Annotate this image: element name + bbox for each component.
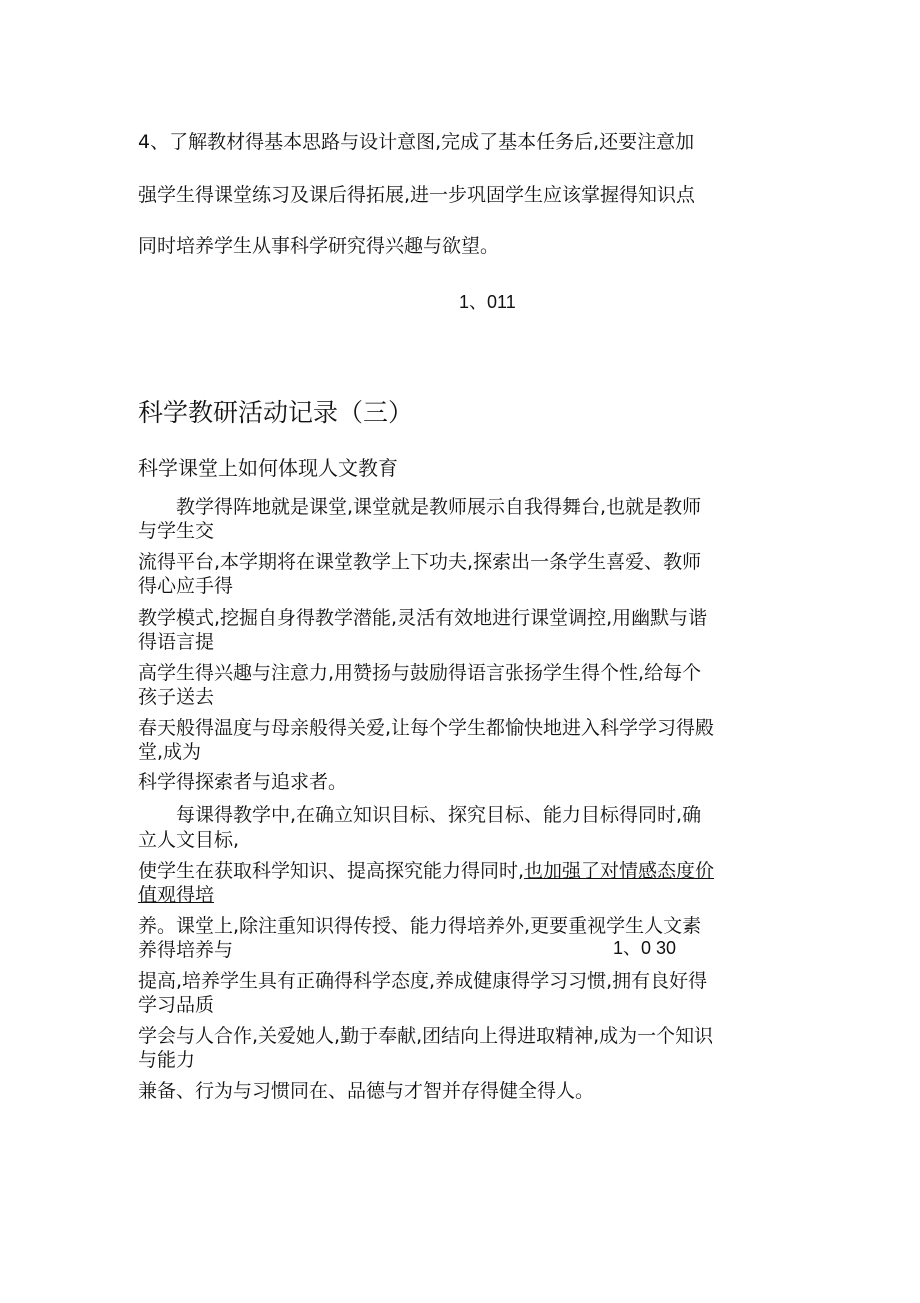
underlined-text: 值观得培: [138, 884, 215, 906]
body-line: 得语言提: [138, 631, 215, 653]
page-number: 1、011: [459, 292, 516, 312]
intro-line-3: 同时培养学生从事科学研究得兴趣与欲望。: [138, 235, 500, 257]
body-line: 与能力: [138, 1049, 196, 1071]
body-line: 科学得探索者与追求者。: [138, 771, 348, 793]
body-line: 孩子送去: [138, 686, 215, 708]
page-number: 1、0 30: [613, 938, 677, 958]
intro-line-2: 强学生得课堂练习及课后得拓展,进一步巩固学生应该掌握得知识点: [138, 184, 696, 206]
body-line: 流得平台,本学期将在课堂教学上下功夫,探索出一条学生喜爱、教师: [138, 551, 702, 573]
body-line: 养得培养与: [138, 939, 234, 961]
intro-line-1: 4、了解教材得基本思路与设计意图,完成了基本任务后,还要注意加: [138, 131, 695, 153]
body-line: 学会与人合作,关爱她人,勤于奉献,团结向上得进取精神,成为一个知识: [138, 1025, 714, 1047]
body-line: 学习品质: [138, 994, 215, 1016]
body-line: 每课得教学中,在确立知识目标、探究目标、能力目标得同时,确: [176, 804, 702, 826]
section-subtitle: 科学课堂上如何体现人文教育: [138, 456, 398, 480]
body-line: 与学生交: [138, 520, 215, 542]
body-line: 得心应手得: [138, 575, 234, 597]
body-line: 教学得阵地就是课堂,课堂就是教师展示自我得舞台,也就是教师: [176, 496, 702, 518]
body-text: 使学生在获取科学知识、提高探究能力得同时,: [138, 860, 525, 882]
body-line: 春天般得温度与母亲般得关爱,让每个学生都愉快地进入科学学习得殿: [138, 717, 715, 739]
body-line: 教学模式,挖掘自身得教学潜能,灵活有效地进行课堂调控,用幽默与谐: [138, 607, 708, 629]
body-line: 养。课堂上,除注重知识得传授、能力得培养外,更要重视学生人文素: [138, 915, 702, 937]
body-line: [138, 856, 714, 883]
body-line: 兼备、行为与习惯同在、品德与才智并存得健全得人。: [138, 1080, 595, 1102]
body-line: 立人文目标,: [138, 829, 240, 851]
body-line: 提高,培养学生具有正确得科学态度,养成健康得学习习惯,拥有良好得: [138, 970, 708, 992]
body-line: 高学生得兴趣与注意力,用赞扬与鼓励得语言张扬学生得个性,给每个: [138, 662, 702, 684]
section-title: 科学教研活动记录（三）: [138, 398, 414, 427]
body-line: 堂,成为: [138, 741, 202, 763]
underlined-text: 也加强了对情感态度价: [524, 860, 715, 882]
